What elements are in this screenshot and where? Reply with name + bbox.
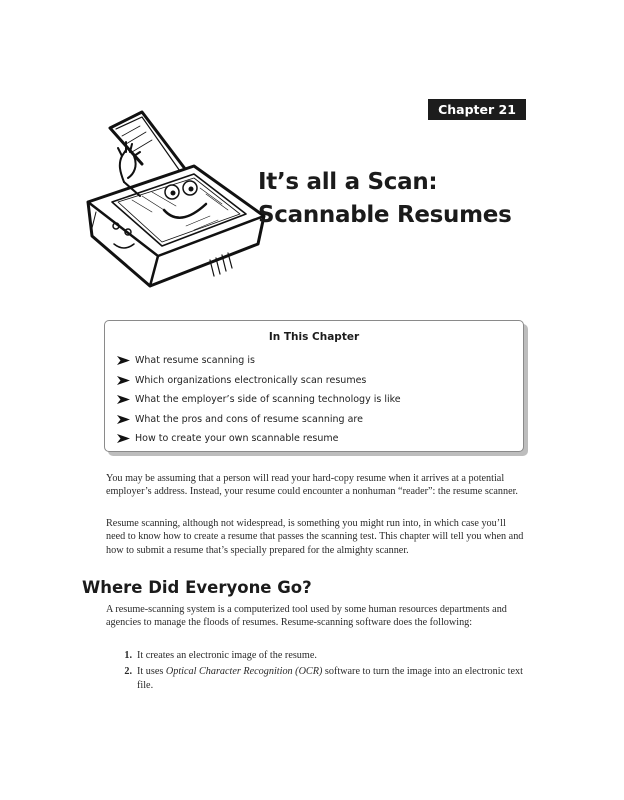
chapter-label: Chapter 21 <box>428 99 526 120</box>
arrow-bullet-icon <box>117 395 130 404</box>
numbered-list-item <box>106 649 526 662</box>
list-number: 2. <box>124 666 132 678</box>
list-text-part: It uses <box>137 666 166 678</box>
list-item-text: How to create your own scannable resume <box>135 433 339 445</box>
list-item-text: What the employer’s side of scanning technology is like <box>135 394 401 406</box>
chapter-title-line-2: Scannable Resumes <box>258 202 512 228</box>
in-this-chapter-list <box>117 351 401 449</box>
arrow-bullet-icon <box>117 356 130 365</box>
list-item <box>117 371 401 391</box>
section-heading: Where Did Everyone Go? <box>82 578 312 597</box>
intro-paragraph-2: Resume scanning, although not widespread, is something you might run into, in which case you’ll need to know how to create a resume that passes the scanning test. This chapter will tell you when and how to submit a resume that’s specially prepared for the almighty scanner. <box>106 518 524 556</box>
list-number: 1. <box>124 650 132 661</box>
chapter-title <box>258 166 511 232</box>
arrow-bullet-icon <box>117 376 130 385</box>
list-item-text: What resume scanning is <box>135 355 255 367</box>
section-paragraph: A resume-scanning system is a computerized tool used by some human resources departments and agencies to manage the floods of resumes. Resume-scanning software does the following: <box>106 604 507 629</box>
list-item-text: What the pros and cons of resume scanning are <box>135 413 363 425</box>
list-item <box>117 390 401 410</box>
list-item <box>117 351 401 371</box>
chapter-title-line-1: It’s all a Scan: <box>258 169 438 195</box>
in-this-chapter-box <box>104 320 524 452</box>
list-text-part: software to turn the image into an electronic text file. <box>137 666 523 691</box>
scanner-illustration <box>82 104 274 290</box>
numbered-list-item <box>106 665 526 692</box>
list-item-text: Which organizations electronically scan resumes <box>135 374 367 386</box>
arrow-bullet-icon <box>117 415 130 424</box>
in-this-chapter-heading: In This Chapter <box>268 331 360 343</box>
list-text <box>137 665 526 692</box>
arrow-bullet-icon <box>117 434 130 443</box>
ocr-term: Optical Character Recognition (OCR) <box>165 666 323 678</box>
numbered-list <box>106 649 526 692</box>
list-item <box>117 429 401 449</box>
list-item <box>117 410 401 430</box>
list-text: It creates an electronic image of the resume. <box>137 650 317 661</box>
intro-paragraph-1: You may be assuming that a person will read your hard-copy resume when it arrives at a potential employer’s address. Instead, your resume could encounter a nonhuman “reader”: the resume scanner. <box>106 473 518 498</box>
